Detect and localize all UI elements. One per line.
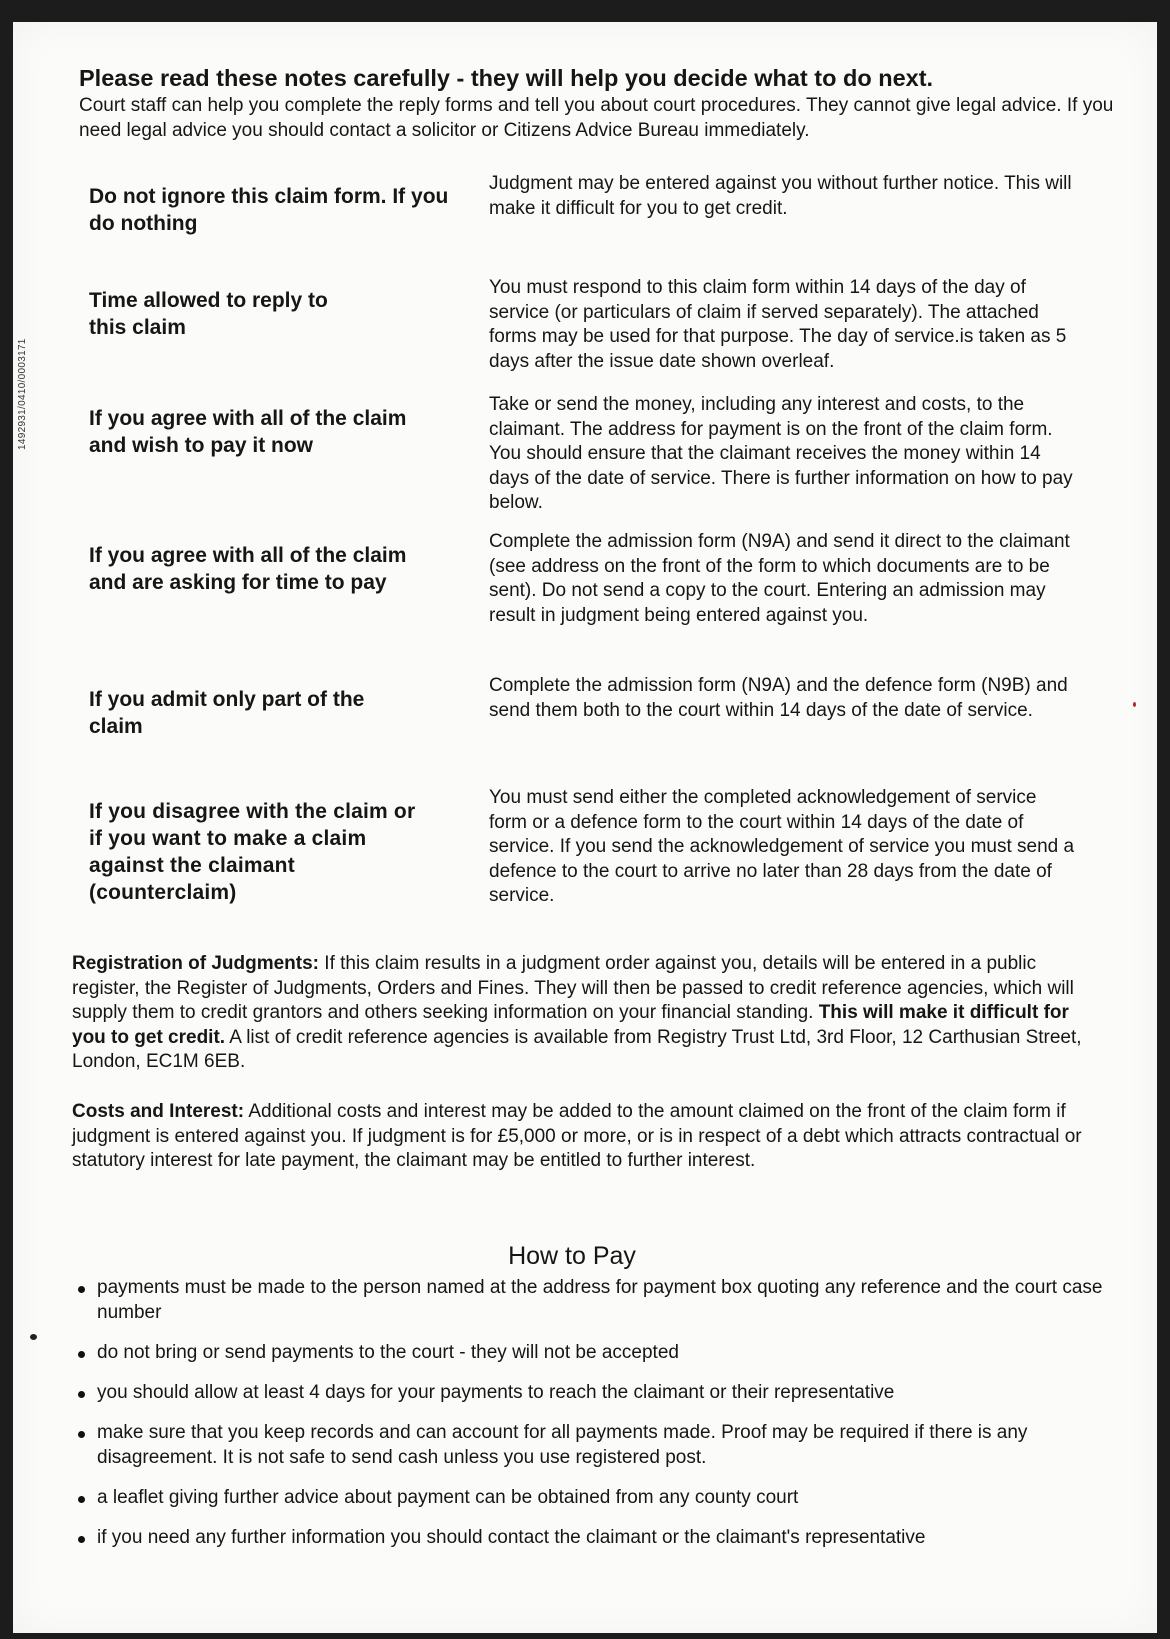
registration-bold: This will make it difficult for you to get credit.: [72, 1002, 1069, 1048]
row-answer: You must respond to this claim form within 14 days of the day of service (or particulars of claim if served separately). The attached forms may be used for that purpose. The day of service.is taken as 5 days after the issue date shown overleaf.: [489, 277, 1067, 372]
costs-text: Additional costs and interest may be added to the amount claimed on the front of the claim form if judgment is entered against you. If judgment is for £5,000 or more, or is in respect of a debt which attracts contractual or statutory interest for late payment, the claimant may be entitled to further interest.: [72, 1101, 1082, 1171]
row-question: Time allowed to reply to this claim: [89, 289, 328, 339]
costs-label: Costs and Interest:: [72, 1101, 245, 1122]
row-answer: Complete the admission form (N9A) and send it direct to the claimant (see address on the front of the form to which documents are to be sent). Do not send a copy to the court. Entering an admission may result in judgment being entered against you.: [489, 531, 1070, 626]
row-answer: Judgment may be entered against you without further notice. This will make it difficult for you to get credit.: [489, 173, 1072, 219]
row-question: If you agree with all of the claim and are asking for time to pay: [89, 544, 407, 594]
page-heading: Please read these notes carefully - they will help you decide what to do next.: [79, 65, 934, 91]
scan-speck: [1133, 702, 1136, 707]
row-question: If you disagree with the claim or if you want to make a claim against the claimant (counterclaim): [89, 800, 416, 904]
list-item: a leaflet giving further advice about payment can be obtained from any county court: [76, 1486, 1106, 1511]
costs-paragraph: [72, 1100, 1092, 1174]
list-item: do not bring or send payments to the court - they will not be accepted: [76, 1341, 1106, 1366]
registration-paragraph: [72, 952, 1092, 1075]
intro-text: Court staff can help you complete the reply forms and tell you about court procedures. They cannot give legal advice. If you need legal advice you should contact a solicitor or Citizens Advice Bureau immediately.: [79, 95, 1114, 141]
scan-speck: [30, 1334, 37, 1340]
list-item: payments must be made to the person named at the address for payment box quoting any reference and the court case number: [76, 1276, 1106, 1325]
row-question: Do not ignore this claim form. If you do nothing: [89, 185, 449, 235]
side-reference-code: 1492931/0410/0003171: [17, 338, 28, 450]
how-to-pay-list: [76, 1276, 1106, 1550]
how-to-pay-title: How to Pay: [508, 1242, 636, 1270]
row-answer: Take or send the money, including any interest and costs, to the claimant. The address for payment is on the front of the claim form. You should ensure that the claimant receives the money within 14 days of the date of service. There is further information on how to pay below.: [489, 394, 1073, 513]
intro-section: [79, 62, 1119, 143]
list-item: you should allow at least 4 days for your payments to reach the claimant or their representative: [76, 1381, 1106, 1406]
row-question: If you agree with all of the claim and wish to pay it now: [89, 407, 407, 457]
list-item: if you need any further information you should contact the claimant or the claimant's representative: [76, 1526, 1106, 1551]
row-question: If you admit only part of the claim: [89, 688, 365, 738]
registration-label: Registration of Judgments:: [72, 953, 320, 974]
row-answer: You must send either the completed acknowledgement of service form or a defence form to the court within 14 days of the date of service. If you send the acknowledgement of service you must send a defence to the court to arrive no later than 28 days from the date of service.: [489, 787, 1075, 906]
registration-text-1: If this claim results in a judgment order against you, details will be entered in a public register, the Register of Judgments, Orders and Fines. They will then be passed to credit reference agencies, which will supply them to credit grantors and others seeking information on your financial standing.: [72, 953, 1074, 1023]
registration-text-2: A list of credit reference agencies is available from Registry Trust Ltd, 3rd Floor, 12 Carthusian Street, London, EC1M 6EB.: [72, 1026, 1082, 1072]
list-item: make sure that you keep records and can account for all payments made. Proof may be required if there is any disagreement. It is not safe to send cash unless you use registered post.: [76, 1421, 1106, 1470]
row-answer: Complete the admission form (N9A) and the defence form (N9B) and send them both to the court within 14 days of the date of service.: [489, 675, 1068, 721]
